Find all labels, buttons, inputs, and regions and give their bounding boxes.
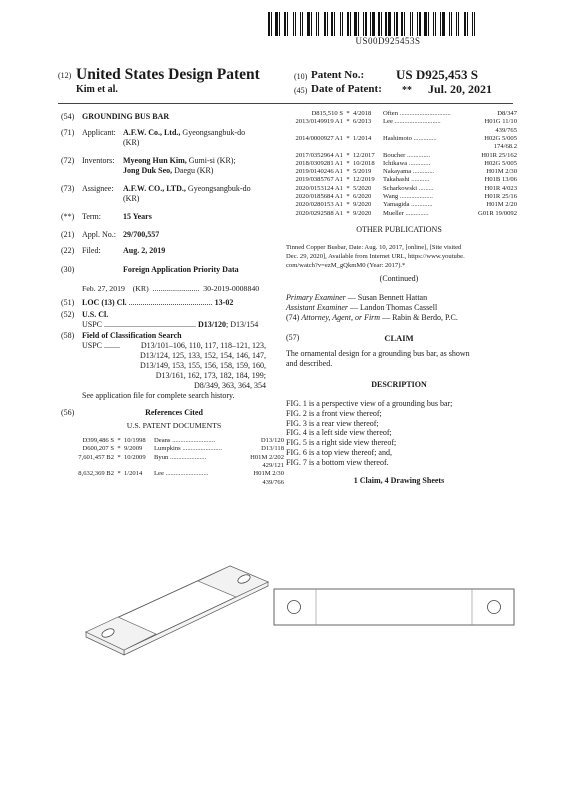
reference-date: 9/2020 — [353, 209, 372, 217]
reference-row — [281, 110, 517, 118]
reference-date: 10/1998 — [124, 437, 146, 444]
reference-name: Lee .......................... — [154, 470, 209, 478]
field-line-3: D13/149, 153, 155, 156, 158, 159, 160, — [140, 361, 266, 370]
reference-row — [281, 185, 517, 193]
reference-row — [72, 479, 284, 487]
reference-k: * — [346, 151, 350, 159]
references-heading: References Cited — [145, 408, 203, 417]
bus-bar-top-view-drawing — [272, 585, 516, 629]
code-54: (54) — [61, 112, 75, 121]
reference-date: 1/2014 — [124, 470, 143, 478]
reference-cls: 429/121 — [262, 461, 284, 469]
reference-num: 2020/0153124 A1 — [295, 184, 343, 192]
header-rule — [58, 103, 513, 104]
claim-line-1: The ornamental design for a grounding bus bar, as shown — [286, 349, 470, 358]
reference-row — [72, 470, 284, 478]
figure-description: FIG. 2 is a front view thereof; — [286, 408, 382, 418]
reference-num: D399,486 S — [82, 437, 114, 444]
reference-name: Boucher .............. — [383, 151, 431, 159]
reference-row — [281, 168, 517, 176]
reference-date: 9/2009 — [124, 445, 143, 453]
foreign-priority-heading: Foreign Application Priority Data — [123, 265, 239, 274]
reference-num: 2017/0352964 A1 — [295, 151, 343, 159]
assignee-label: Assignee: — [82, 184, 114, 193]
other-pub-line-1: Tinned Copper Busbar, Date: Aug. 10, 2017, [online], [Site visited — [286, 244, 462, 251]
code-45: (45) — [294, 86, 308, 95]
reference-name: Takahashi ........... — [383, 176, 430, 184]
field-of-search-label: Field of Classification Search — [82, 331, 182, 340]
reference-k: * — [117, 437, 121, 444]
figure-description: FIG. 7 is a bottom view thereof. — [286, 457, 389, 467]
term-label: Term: — [82, 212, 101, 221]
applicant: A.F.W. Co., Ltd., Gyeongsangbuk-do — [123, 128, 246, 137]
reference-num: D600,207 S — [82, 445, 114, 453]
reference-k: * — [346, 209, 350, 217]
reference-name: Lumpkins ........................ — [154, 445, 222, 453]
reference-date: 1/2014 — [353, 134, 372, 142]
figure-description: FIG. 3 is a rear view thereof; — [286, 418, 379, 428]
other-pub-line-3: com/watch?v=ezM_gQkmM0 (Year: 2017).* — [286, 262, 406, 269]
inventor-2: Jong Duk Seo, Daegu (KR) — [123, 166, 214, 175]
reference-row — [281, 135, 517, 143]
barcode — [268, 12, 508, 36]
figure-description: FIG. 1 is a perspective view of a grounding bus bar; — [286, 399, 453, 408]
code-21: (21) — [61, 230, 75, 239]
code-73: (73) — [61, 184, 75, 193]
reference-cls: D13/118 — [261, 445, 284, 453]
attorney-agent: (74) Attorney, Agent, or Firm — Rabin & Berdo, P.C. — [286, 313, 458, 322]
reference-k: * — [346, 193, 350, 200]
reference-row — [72, 437, 284, 445]
reference-row — [281, 160, 517, 168]
field-uspc-label: USPC ........ — [82, 341, 121, 350]
appl-no: 29/700,557 — [123, 230, 160, 239]
code-10: (10) — [294, 72, 308, 81]
reference-row — [72, 445, 284, 453]
continued-note: (Continued) — [379, 274, 419, 283]
assistant-examiner: Assistant Examiner — Landon Thomas Cassell — [286, 303, 438, 312]
reference-k: * — [346, 176, 350, 184]
reference-num: 2018/0309281 A1 — [295, 159, 343, 167]
reference-num: 2014/0000927 A1 — [295, 134, 343, 142]
other-publications-heading: OTHER PUBLICATIONS — [356, 225, 442, 234]
reference-date: 4/2018 — [353, 110, 372, 117]
patent-date: Jul. 20, 2021 — [428, 82, 493, 96]
other-pub-line-2: Dec. 29, 2020], Available from Internet URL, https://www.youtube. — [286, 253, 465, 260]
reference-name: Lee ............................ — [383, 118, 441, 126]
reference-k: * — [346, 118, 350, 126]
reference-name: Yamagida ............. — [383, 201, 433, 209]
reference-date: 6/2013 — [353, 118, 372, 126]
bus-bar-perspective-drawing — [80, 560, 280, 660]
reference-row — [281, 152, 517, 160]
reference-row — [281, 143, 517, 151]
reference-k: * — [117, 445, 121, 453]
reference-k: * — [117, 453, 121, 461]
reference-cls: H02G 5/005 — [484, 134, 517, 142]
reference-num: 2019/0140246 A1 — [295, 168, 343, 176]
code-12: (12) — [58, 71, 72, 80]
code-term: (**) — [61, 212, 75, 221]
reference-cls: H01M 2/202 — [250, 453, 284, 461]
reference-cls: H01R 25/16 — [484, 193, 517, 200]
reference-date: 10/2009 — [124, 453, 146, 461]
field-line-4: D13/161, 162, 173, 182, 184, 199; — [155, 371, 266, 380]
document-type: United States Design Patent — [76, 66, 260, 83]
reference-name: Byun ...................... — [154, 453, 207, 461]
reference-cls: H02G 5/005 — [484, 159, 517, 167]
us-patent-docs-heading: U.S. PATENT DOCUMENTS — [126, 421, 222, 430]
code-52: (52) — [61, 310, 75, 319]
date-mark: ** — [402, 85, 412, 96]
code-58: (58) — [61, 331, 75, 340]
reference-num: 2020/0280153 A1 — [295, 201, 343, 209]
reference-date: 12/2019 — [353, 176, 375, 184]
reference-num: 2020/0185684 A1 — [295, 193, 343, 200]
patent-no-label: Patent No.: — [311, 69, 365, 81]
reference-name: Often ............................... — [383, 110, 451, 117]
code-71: (71) — [61, 128, 75, 137]
reference-cls: H01B 13/06 — [484, 176, 517, 184]
date-label: Date of Patent: — [311, 83, 382, 95]
reference-date: 9/2020 — [353, 201, 372, 209]
assignee: A.F.W. CO., LTD., Gyeongsangbuk-do — [123, 184, 251, 193]
reference-num: 8,632,369 B2 — [78, 470, 114, 478]
appl-no-label: Appl. No.: — [82, 230, 116, 239]
reference-date: 10/2018 — [353, 159, 375, 167]
claims-sheets: 1 Claim, 4 Drawing Sheets — [353, 476, 445, 485]
applicant-country: (KR) — [123, 138, 140, 147]
reference-row — [281, 176, 517, 184]
reference-cls: H01G 11/10 — [484, 118, 517, 126]
field-line-1: D13/101–106, 110, 117, 118–121, 123, — [140, 341, 266, 350]
reference-row — [281, 118, 517, 126]
see-application-note: See application file for complete search history. — [82, 391, 235, 400]
applicant-label: Applicant: — [82, 128, 116, 137]
code-51: (51) — [61, 298, 75, 307]
inventors-label: Inventors: — [82, 156, 115, 165]
field-line-5: D8/349, 363, 364, 354 — [194, 381, 266, 390]
filed-label: Filed: — [82, 246, 101, 255]
reference-k: * — [346, 168, 350, 176]
figure-description: FIG. 5 is a right side view thereof; — [286, 438, 397, 448]
reference-cls: H01M 2/30 — [253, 470, 284, 478]
reference-k: * — [346, 110, 350, 117]
reference-k: * — [346, 159, 350, 167]
reference-cls: 174/68.2 — [493, 143, 517, 151]
loc-class: LOC (13) Cl. .......................................... 13-02 — [82, 298, 234, 307]
inventor-1: Myeong Hun Kim, Gumi-si (KR); — [123, 156, 236, 165]
reference-row — [281, 193, 517, 201]
code-56: (56) — [61, 408, 75, 417]
claim-heading: CLAIM — [384, 333, 414, 343]
code-72: (72) — [61, 156, 75, 165]
us-cl-label: U.S. Cl. — [82, 310, 109, 319]
reference-date: 5/2019 — [353, 168, 372, 176]
figure-description: FIG. 4 is a left side view thereof; — [286, 428, 392, 438]
reference-name: Wang .................... — [383, 193, 433, 200]
assignee-country: (KR) — [123, 194, 140, 203]
design-title: GROUNDING BUS BAR — [82, 112, 170, 121]
primary-examiner: Primary Examiner — Susan Bennett Hattan — [286, 293, 428, 302]
reference-k: * — [117, 470, 121, 478]
reference-row — [72, 462, 284, 470]
reference-cls: H01R 25/162 — [481, 151, 517, 159]
reference-k: * — [346, 201, 350, 209]
reference-num: 2019/0385767 A1 — [295, 176, 343, 184]
barcode-text: US00D925453S — [355, 36, 421, 46]
reference-row — [281, 201, 517, 209]
foreign-priority-line: Feb. 27, 2019 (KR) ........................ 30-2019-0008840 — [82, 284, 260, 293]
reference-cls: G01R 19/0092 — [477, 209, 517, 217]
reference-k: * — [346, 134, 350, 142]
reference-date: 5/2020 — [353, 184, 372, 192]
term-value: 15 Years — [123, 212, 152, 221]
reference-cls: 439/765 — [495, 126, 517, 134]
figure-description: FIG. 6 is a top view thereof; and, — [286, 448, 392, 457]
code-30: (30) — [61, 265, 75, 274]
reference-name: Nakayama ............. — [383, 168, 435, 176]
reference-cls: D13/120 — [260, 437, 284, 444]
reference-num: 2020/0292588 A1 — [295, 209, 343, 217]
description-heading: DESCRIPTION — [371, 380, 427, 389]
reference-num: 7,601,457 B2 — [78, 453, 114, 461]
reference-cls: 439/766 — [262, 478, 284, 486]
reference-row — [281, 127, 517, 135]
reference-date: 12/2017 — [353, 151, 375, 159]
claim-line-2: and described. — [286, 359, 333, 368]
reference-name: Mueller .............. — [383, 209, 429, 217]
reference-row — [281, 210, 517, 218]
reference-num: D815,510 S — [311, 110, 343, 117]
reference-cls: H01M 2/30 — [486, 168, 517, 176]
reference-date: 6/2020 — [353, 193, 372, 200]
reference-cls: D8/347 — [497, 110, 517, 117]
code-57: (57) — [286, 333, 300, 342]
reference-name: Deans .......................... — [154, 437, 215, 444]
reference-k: * — [346, 184, 350, 192]
code-22: (22) — [61, 246, 75, 255]
patent-number: US D925,453 S — [396, 67, 478, 82]
field-line-2: D13/124, 125, 133, 152, 154, 146, 147, — [140, 351, 266, 360]
reference-name: Hashimoto .............. — [383, 134, 437, 142]
filed-date: Aug. 2, 2019 — [123, 246, 166, 255]
reference-row — [72, 454, 284, 462]
reference-cls: H01R 4/023 — [484, 184, 517, 192]
reference-name: Ichikawa ............. — [383, 159, 431, 167]
inventors-short: Kim et al. — [76, 84, 118, 95]
uspc-line: USPC .............................................. D13/120; D13/154 — [82, 320, 259, 329]
reference-cls: H01M 2/20 — [486, 201, 517, 209]
reference-name: Scharkowski ......... — [383, 184, 434, 192]
reference-num: 2013/0149919 A1 — [295, 118, 343, 126]
